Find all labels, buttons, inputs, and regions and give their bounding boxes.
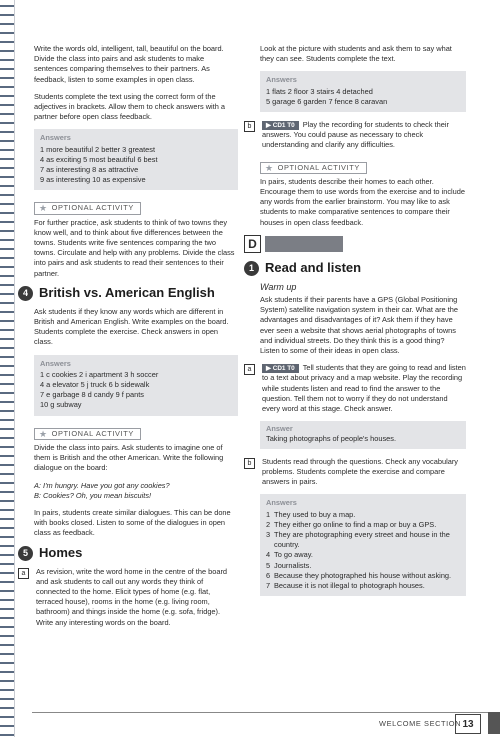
answers-box [260,71,466,112]
section-heading [18,546,238,561]
optional-activity-text: OPTIONAL ACTIVITY [51,203,134,213]
exercise-a [18,567,238,628]
answer-line: 1 c cookies 2 i apartment 3 h soccer [40,369,159,379]
answer-line: 9 as interesting 10 as expensive [40,175,146,185]
exercise-text: ▶ CD1 T0 Play the recording for students to check their answers. You could pause as necessary to check understanding and clarify any difficulties. [262,120,449,150]
answer-item: 2 They either go online to find a map or buy a GPS. [266,519,437,529]
paragraph: Students complete the text using the correct form of the adjectives in brackets. Allow them to check answers with a partner before open class feedback. [34,91,226,122]
exercise-text: Students read through the questions. Check any vocabulary problems. Students complete the exercise and compare answers in pairs. [262,456,458,487]
exercise-b [244,120,466,151]
answers-box [34,129,238,190]
exercise-a [244,363,466,414]
optional-activity-text: OPTIONAL ACTIVITY [51,428,134,438]
paragraph: Write the words old, intelligent, tall, beautiful on the board. Divide the class into pairs and ask students to make sentences comparing themselves to their partners. As feedback, listen to some examples in open class. [34,44,224,84]
answers-heading: Answers [40,133,71,143]
dialogue-line: B: Cookies? Oh, you mean biscuits! [34,490,152,500]
answers-heading: Answers [266,498,297,508]
section-letter: D [244,235,261,253]
section-heading [18,286,238,301]
star-icon: ★ [39,203,48,214]
answer-line: 4 as exciting 5 most beautiful 6 best [40,154,158,164]
paragraph: In pairs, students describe their homes to each other. Encourage them to use words from the exercise and to include any words from the earlier brainstorm. You may like to ask students to make comparative sentences to compare their houses in open class feedback. [260,176,465,227]
answer-item: 7 Because it is not illegal to photograph houses. [266,580,425,590]
paragraph: For further practice, ask students to think of two towns they know well, and to think about five differences between the towns. Students write five sentences comparing the two towns. Circulate and help with any problems. Divide the class into pairs and ask students to read their sentences to their partner. [34,217,235,278]
page-footer [14,712,500,737]
optional-activity-label [34,428,141,440]
answers-box [260,494,466,596]
exercise-text: ▶ CD1 T0 Tell students that they are going to read and listen to a text about privacy and a map website. Play the recording while students listen and read to find the answer to the question. Tell them not to worry if they do not understand every word at this stage. Check answer. [262,363,466,414]
paragraph: Ask students if their parents have a GPS (Global Positioning System) satellite navigation system in their car. What are the advantages and disadvantages of it? Ask them if they have ever seen a website that shows aerial photographs of towns and individual streets. Do they think this is a good thing? Listen to some of their ideas in open class. [260,295,458,356]
exercise-marker: a [18,568,29,579]
section-d-header [244,235,466,253]
star-icon: ★ [39,428,48,439]
section-bar [265,236,343,252]
section-title: Homes [39,545,83,561]
section-number: 1 [244,261,259,276]
answer-line: 4 a elevator 5 j truck 6 b sidewalk [40,380,150,390]
cd-track-badge: ▶ CD1 T0 [262,364,299,373]
answer-line: 5 garage 6 garden 7 fence 8 caravan [266,96,388,106]
answer-item: 4 To go away. [266,550,313,560]
answers-heading: Answers [40,358,71,368]
answer-line: 7 e garbage 8 d candy 9 f pants [40,390,144,400]
paragraph: Divide the class into pairs. Ask students to imagine one of them is British and the other American. Write the following dialogue on the board: [34,442,224,473]
page-number: 13 [455,714,481,734]
exercise-marker: b [244,458,255,469]
dialogue-line: A: I'm hungry. Have you got any cookies? [34,480,170,490]
answers-box [34,355,238,416]
answer-line: 7 as interesting 8 as attractive [40,165,139,175]
paragraph: Ask students if they know any words which are different in British and American English. Write examples on the board. Students complete the exercise. Check answers in open class. [34,306,229,347]
answer-item: 1 They used to buy a map. [266,509,356,519]
answer-item: 3 They are photographing every street and house in the country. [266,529,450,550]
answer-text: Taking photographs of people's houses. [266,434,397,444]
left-column [21,44,238,635]
paragraph: Look at the picture with students and ask them to say what they can see. Students complete the text. [260,44,452,64]
cd-track-badge: ▶ CD1 T0 [262,121,299,130]
optional-activity-label [260,162,367,174]
answer-item: 5 Journalists. [266,560,312,570]
section-label: WELCOME SECTION [379,719,462,728]
answer-box [260,421,466,448]
paragraph: In pairs, students create similar dialogues. This can be done with books closed. Listen to some of the dialogues in open class as feedback. [34,507,231,538]
page-tab [488,712,500,734]
exercise-b [244,457,466,488]
section-number: 5 [18,546,33,561]
section-heading [244,261,466,276]
answer-item: 6 Because they photographed his house without asking. [266,570,452,580]
spiral-binding [0,0,15,737]
answer-heading: Answer [266,424,293,434]
exercise-marker: a [244,364,255,375]
answers-heading: Answers [266,75,297,85]
footer-divider [32,712,500,713]
star-icon: ★ [265,162,274,173]
section-number: 4 [18,286,33,301]
warm-up-heading: Warm up [260,281,297,292]
answer-line: 10 g subway [40,400,82,410]
optional-activity-text: OPTIONAL ACTIVITY [277,162,360,172]
answer-line: 1 more beautiful 2 better 3 greatest [40,144,156,154]
section-title: British vs. American English [39,285,215,301]
exercise-marker: b [244,121,255,132]
paragraph: As revision, write the word home in the centre of the board and ask students to call out any words they think of connected to the home. Elicit types of home (e.g. flat, terraced house), rooms in the home (e.g. living room, bathroom) and things inside the home (e.g. sofa, fridge). Write any interesting words on the board. [36,566,228,627]
section-title: Read and listen [265,260,362,276]
answer-line: 1 flats 2 floor 3 stairs 4 detached [266,86,373,96]
right-column [247,44,466,604]
optional-activity-label [34,202,141,214]
